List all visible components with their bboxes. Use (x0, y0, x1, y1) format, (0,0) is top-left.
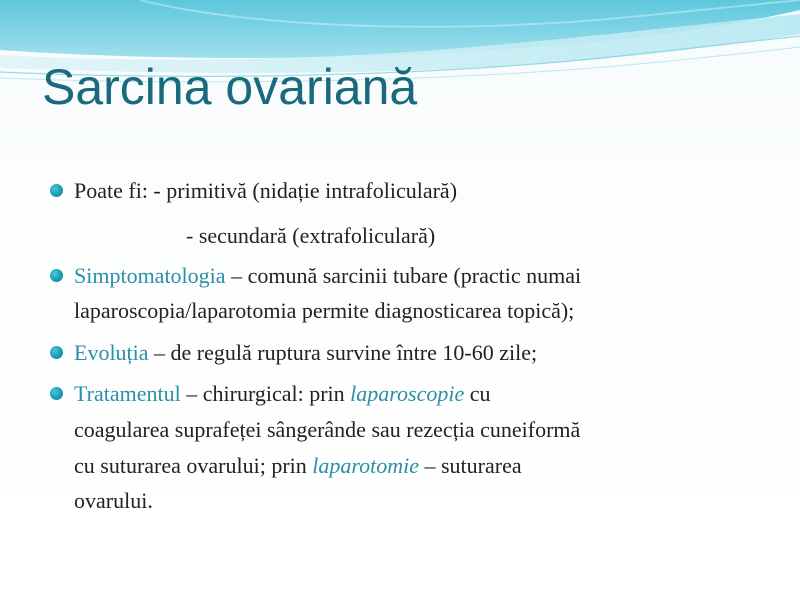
bullet-1-line-1 (74, 180, 457, 202)
bullet-4-continuation-3: ovarului. (74, 488, 153, 513)
bullet-1-continuation: - secundară (extrafoliculară) (186, 223, 436, 248)
bullet-4-line-2 (74, 419, 580, 441)
slide-title: Sarcina ovariană (42, 59, 418, 115)
bullet-1-line-2 (186, 225, 435, 247)
bullet-4-line-4 (74, 490, 153, 512)
laparotomie-term: laparotomie (312, 453, 419, 478)
bullet-4-text: – chirurgical: prin (180, 381, 351, 406)
simptomatologia-term: Simptomatologia (74, 263, 226, 288)
bullet-4-continuation-1: coagularea suprafeței sângerânde sau rezecția cuneiformă (74, 417, 581, 442)
bullet-4-continuation-2: cu suturarea ovarului; prin (74, 453, 313, 478)
bullet-dot-icon (50, 184, 63, 197)
bullet-2-line-2 (74, 300, 574, 322)
bullet-2-text: – comună sarcinii tubare (practic numai (225, 263, 582, 288)
bullet-1-text: Poate fi: - primitivă (nidație intrafoliculară) (74, 178, 458, 203)
laparoscopie-term: laparoscopie (350, 381, 465, 406)
bullet-dot-icon (50, 346, 63, 359)
bullet-3-text: – de regulă ruptura survine între 10-60 zile; (148, 340, 538, 365)
bullet-2-continuation: laparoscopia/laparotomia permite diagnosticarea topică); (74, 298, 575, 323)
evolutia-term: Evoluția (74, 340, 149, 365)
bullet-4-line-1 (74, 383, 491, 405)
tratamentul-term: Tratamentul (74, 381, 181, 406)
bullet-4-line-3 (74, 455, 522, 477)
bullet-2-line-1 (74, 265, 581, 287)
bullet-3-line-1 (74, 342, 537, 364)
bullet-dot-icon (50, 387, 63, 400)
bullet-dot-icon (50, 269, 63, 282)
bullet-4-text-tail: cu (464, 381, 491, 406)
bullet-4-continuation-2-tail: – suturarea (419, 453, 522, 478)
